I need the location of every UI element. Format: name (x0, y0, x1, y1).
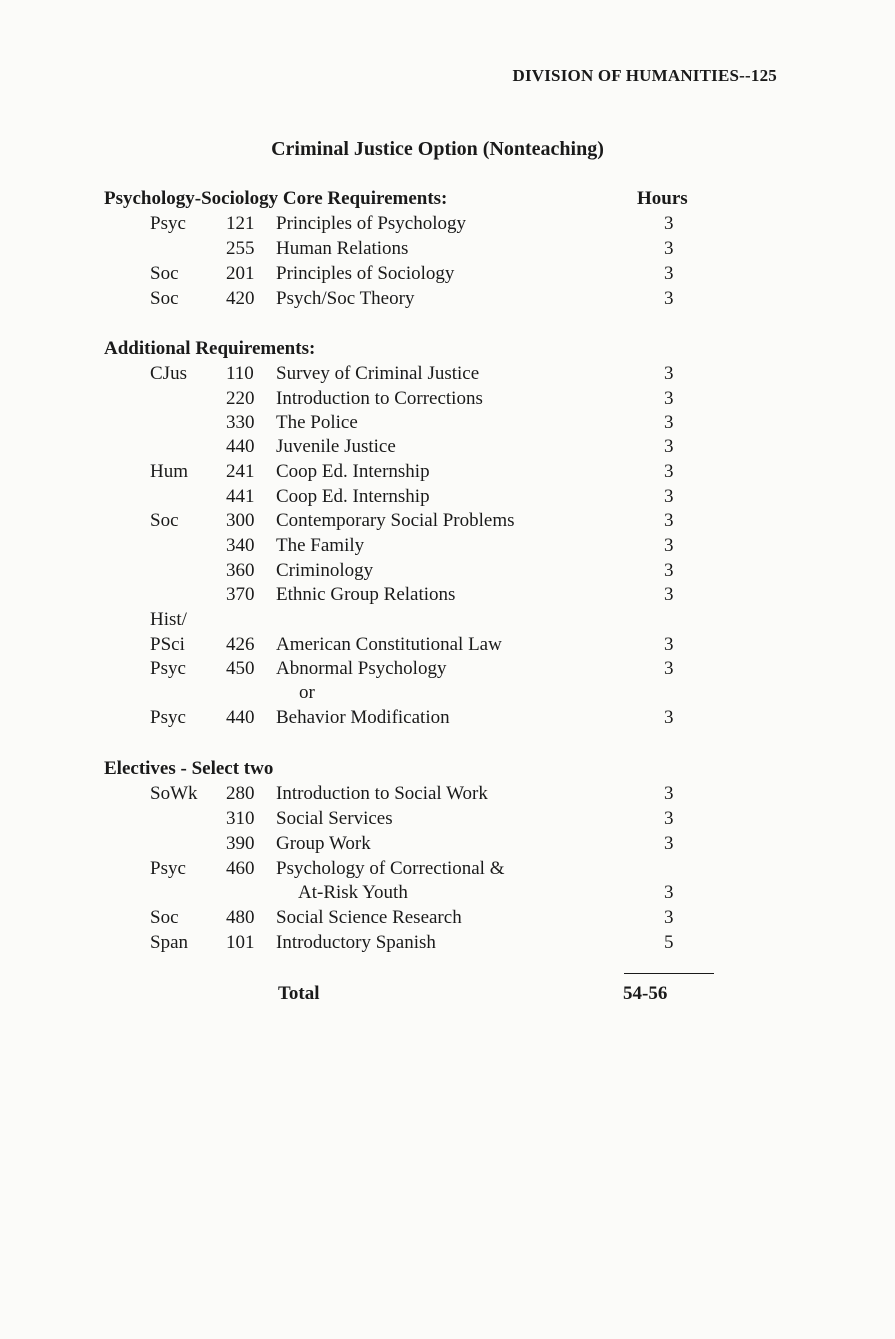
course-hours: 3 (664, 535, 674, 556)
course-title: Abnormal Psychology (276, 658, 447, 679)
course-number: 360 (226, 560, 255, 581)
course-row (0, 238, 895, 262)
total-label: Total (278, 983, 320, 1004)
course-hours: 3 (664, 388, 674, 409)
course-row (0, 510, 895, 534)
course-title: American Constitutional Law (276, 634, 502, 655)
course-title: Principles of Psychology (276, 213, 466, 234)
course-hours: 5 (664, 932, 674, 953)
course-number: 220 (226, 388, 255, 409)
course-dept: Hum (150, 461, 188, 482)
course-row (0, 882, 895, 906)
course-title: Principles of Sociology (276, 263, 455, 284)
course-dept: Soc (150, 907, 179, 928)
course-hours: 3 (664, 213, 674, 234)
course-row (0, 486, 895, 510)
course-number: 460 (226, 858, 255, 879)
course-number: 101 (226, 932, 255, 953)
course-row (0, 634, 895, 658)
course-title: Juvenile Justice (276, 436, 396, 457)
course-title: Introduction to Corrections (276, 388, 483, 409)
course-number: 370 (226, 584, 255, 605)
course-dept: Psyc (150, 858, 186, 879)
course-title: Criminology (276, 560, 374, 581)
course-number: 480 (226, 907, 255, 928)
course-hours: 3 (664, 461, 674, 482)
course-hours: 3 (664, 783, 674, 804)
course-title: Contemporary Social Problems (276, 510, 515, 531)
course-row (0, 808, 895, 832)
course-title: At-Risk Youth (298, 882, 408, 903)
course-number: 241 (226, 461, 255, 482)
course-row (0, 783, 895, 807)
course-number: 450 (226, 658, 255, 679)
course-hours: 3 (664, 882, 674, 903)
course-dept: Soc (150, 288, 179, 309)
course-row (0, 609, 895, 633)
total-rule (624, 973, 714, 974)
course-row (0, 436, 895, 460)
course-hours: 3 (664, 486, 674, 507)
course-row (0, 858, 895, 882)
course-row (0, 388, 895, 412)
page-title: Criminal Justice Option (Nonteaching) (271, 138, 604, 160)
course-hours: 3 (664, 907, 674, 928)
course-hours: 3 (664, 808, 674, 829)
course-hours: 3 (664, 707, 674, 728)
course-number: 255 (226, 238, 255, 259)
course-row (0, 363, 895, 387)
course-row (0, 707, 895, 731)
course-title: Psychology of Correctional & (276, 858, 505, 879)
course-number: 201 (226, 263, 255, 284)
course-hours: 3 (664, 363, 674, 384)
course-dept: CJus (150, 363, 187, 384)
course-dept: PSci (150, 634, 185, 655)
course-title: Social Science Research (276, 907, 462, 928)
course-hours: 3 (664, 510, 674, 531)
course-number: 340 (226, 535, 255, 556)
course-row (0, 288, 895, 312)
course-number: 440 (226, 436, 255, 457)
course-row (0, 213, 895, 237)
course-title: Coop Ed. Internship (276, 486, 430, 507)
course-row (0, 833, 895, 857)
course-title: The Family (276, 535, 365, 556)
course-row (0, 560, 895, 584)
course-number: 300 (226, 510, 255, 531)
running-head: DIVISION OF HUMANITIES--125 (512, 66, 777, 85)
course-dept: Psyc (150, 213, 186, 234)
course-number: 390 (226, 833, 255, 854)
course-number: 121 (226, 213, 255, 234)
course-number: 426 (226, 634, 255, 655)
course-title: Social Services (276, 808, 393, 829)
course-hours: 3 (664, 833, 674, 854)
course-dept: Hist/ (150, 609, 187, 630)
course-title: Introduction to Social Work (276, 783, 488, 804)
course-number: 440 (226, 707, 255, 728)
course-title: Introductory Spanish (276, 932, 436, 953)
course-hours: 3 (664, 560, 674, 581)
course-number: 441 (226, 486, 255, 507)
course-number: 310 (226, 808, 255, 829)
or-separator-row (0, 682, 895, 706)
electives-heading: Electives - Select two (104, 758, 274, 779)
course-title: Psych/Soc Theory (276, 288, 415, 309)
course-title: Behavior Modification (276, 707, 450, 728)
course-dept: Soc (150, 263, 179, 284)
course-hours: 3 (664, 634, 674, 655)
course-dept: Psyc (150, 658, 186, 679)
course-row (0, 932, 895, 956)
or-label: or (299, 682, 315, 703)
course-row (0, 535, 895, 559)
course-dept: Span (150, 932, 188, 953)
course-row (0, 263, 895, 287)
course-title: Survey of Criminal Justice (276, 363, 480, 384)
course-hours: 3 (664, 412, 674, 433)
course-number: 330 (226, 412, 255, 433)
course-title: Group Work (276, 833, 371, 854)
course-number: 110 (226, 363, 254, 384)
course-row (0, 412, 895, 436)
course-row (0, 584, 895, 608)
course-dept: Psyc (150, 707, 186, 728)
course-row (0, 461, 895, 485)
course-row (0, 658, 895, 682)
course-title: The Police (276, 412, 358, 433)
course-hours: 3 (664, 584, 674, 605)
course-hours: 3 (664, 238, 674, 259)
course-hours: 3 (664, 658, 674, 679)
course-row (0, 907, 895, 931)
course-hours: 3 (664, 263, 674, 284)
total-value: 54-56 (623, 983, 668, 1004)
core-requirements-heading: Psychology-Sociology Core Requirements: (104, 188, 448, 209)
course-dept: SoWk (150, 783, 198, 804)
course-title: Ethnic Group Relations (276, 584, 456, 605)
course-title: Coop Ed. Internship (276, 461, 430, 482)
course-number: 280 (226, 783, 255, 804)
course-dept: Soc (150, 510, 179, 531)
additional-requirements-heading: Additional Requirements: (104, 338, 316, 359)
course-hours: 3 (664, 288, 674, 309)
course-hours: 3 (664, 436, 674, 457)
hours-column-heading: Hours (637, 188, 688, 209)
course-number: 420 (226, 288, 255, 309)
course-title: Human Relations (276, 238, 409, 259)
